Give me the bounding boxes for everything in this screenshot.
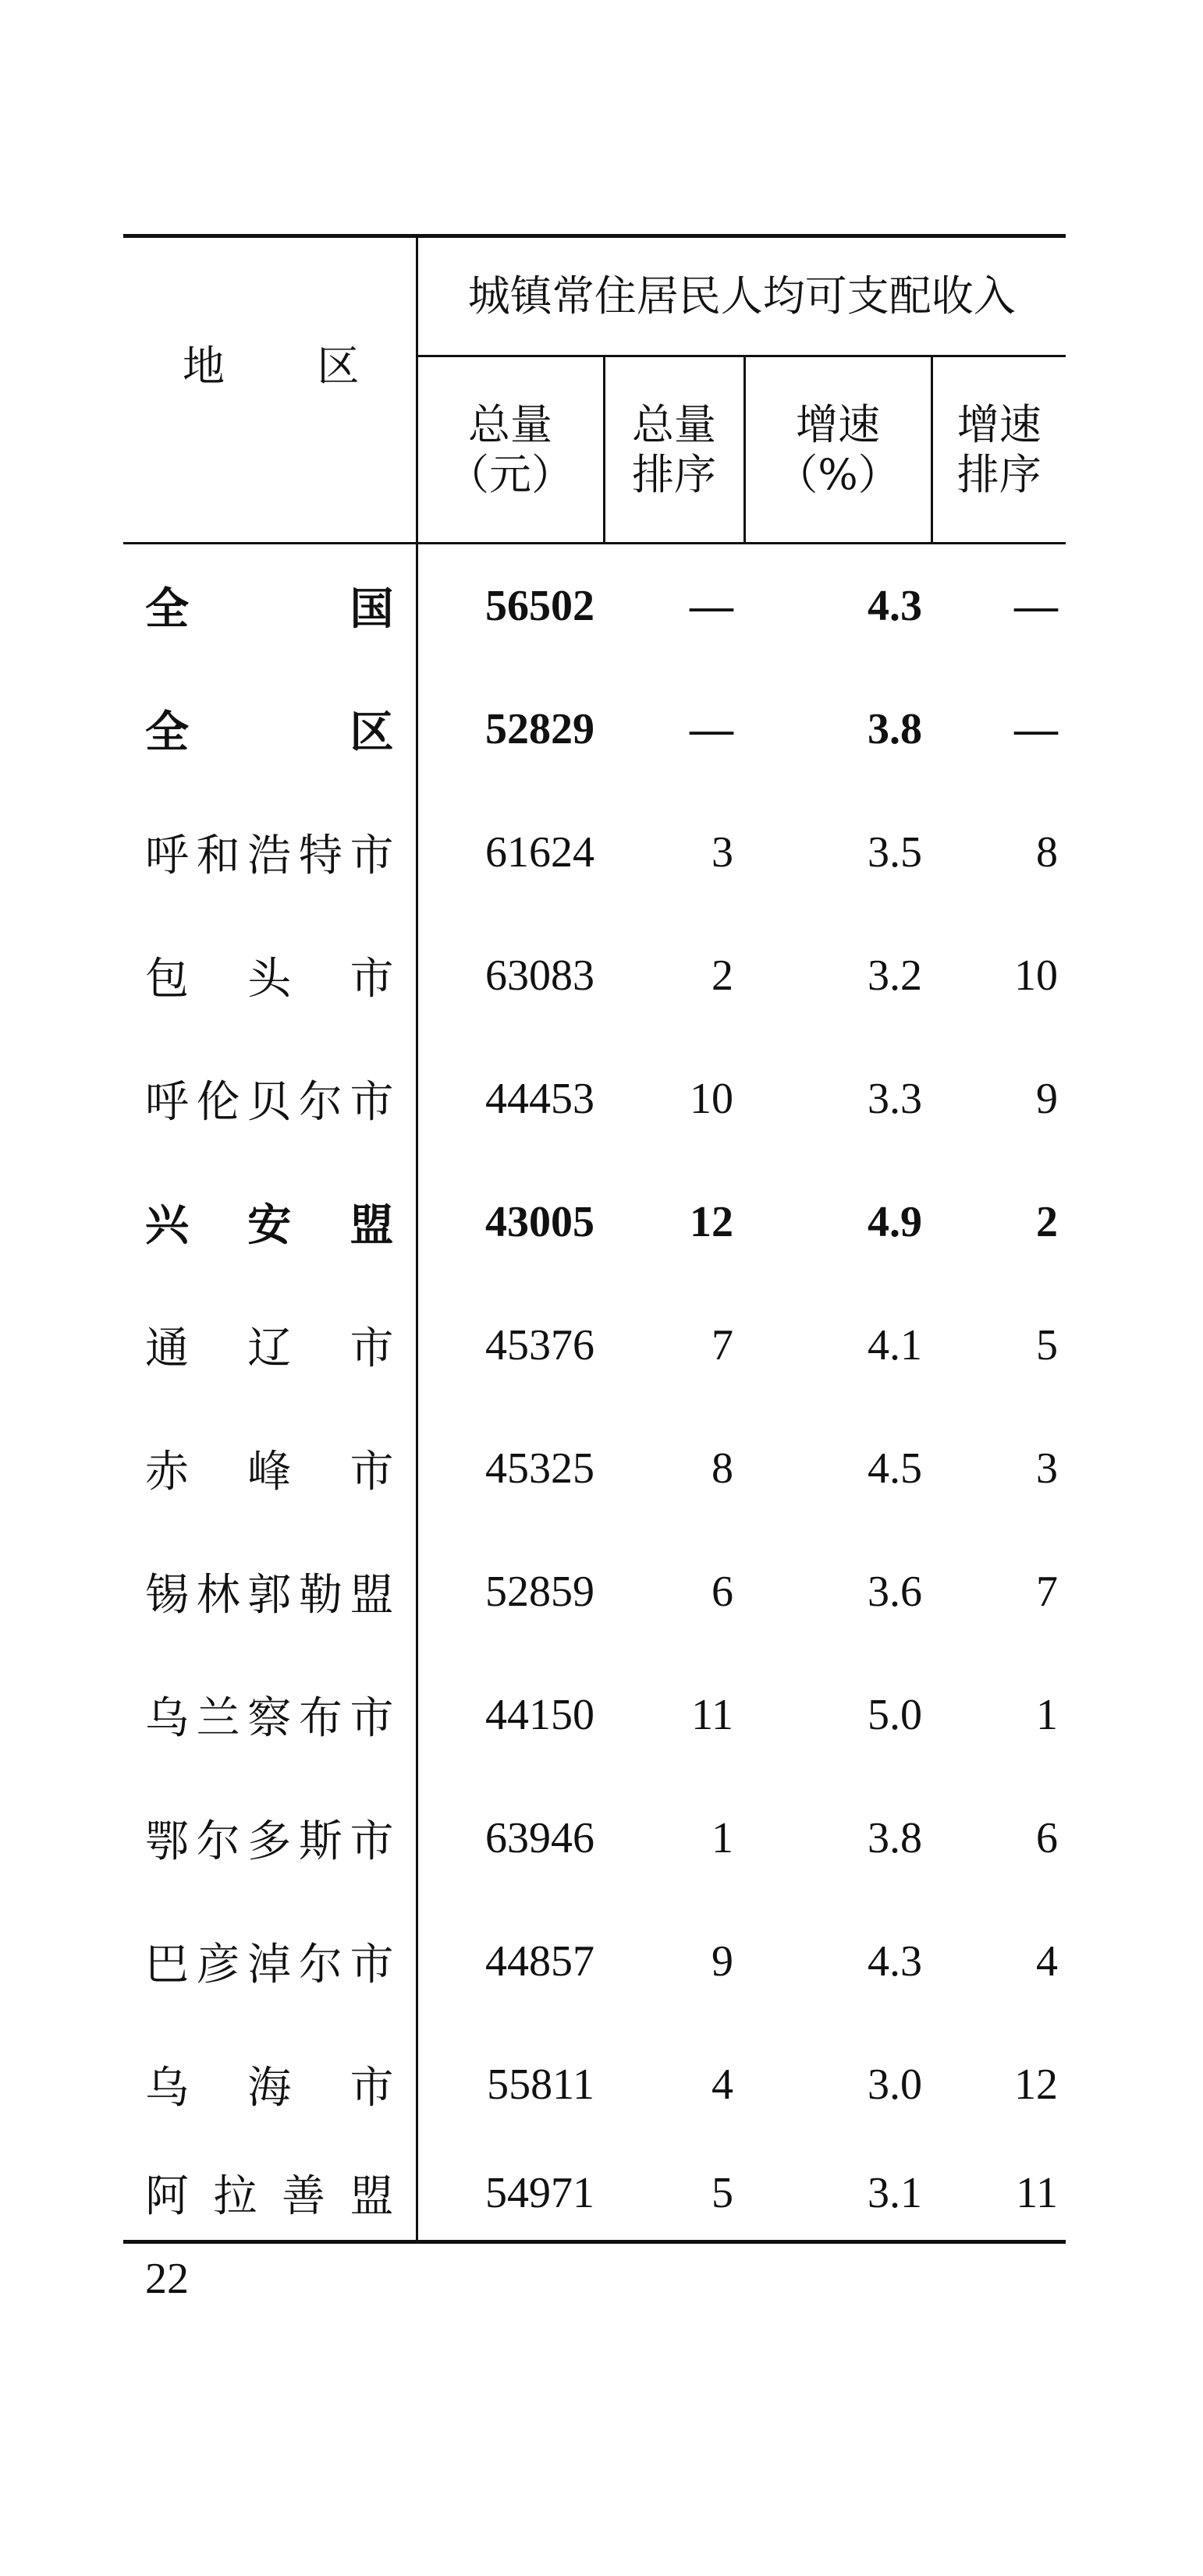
header-line: 排序 (956, 449, 1042, 499)
total-rank-cell: 2 (712, 951, 733, 1000)
region-name-char: 尔 (298, 1079, 342, 1127)
growth-cell: 3.8 (868, 1814, 922, 1862)
region-name-char: 布 (298, 1695, 342, 1743)
growth-rank-cell: 7 (1036, 1568, 1058, 1616)
total-cell: 43005 (485, 1198, 594, 1246)
region-cell (123, 2146, 417, 2242)
region-cell (123, 1900, 417, 2023)
table-body (123, 544, 1066, 2242)
region-name-char: 多 (247, 1818, 292, 1866)
region-name-char: 区 (350, 709, 394, 757)
region-name-char: 呼 (145, 832, 189, 881)
region-name-char: 乌 (145, 2064, 189, 2113)
region-name-char: 彦 (196, 1941, 240, 1990)
total-cell: 52829 (485, 705, 594, 753)
region-name-char: 乌 (145, 1695, 189, 1743)
growth-cell: 3.2 (868, 951, 922, 1000)
total-cell: 44150 (485, 1691, 594, 1739)
total-rank-cell: 11 (691, 1691, 733, 1739)
growth-cell: 3.6 (868, 1568, 922, 1616)
header-line: 增速 (956, 399, 1042, 449)
header-line: 增速 (796, 399, 880, 449)
region-name-char: 特 (298, 832, 342, 881)
table-header (123, 236, 1066, 544)
region-name-char: 市 (350, 832, 394, 881)
header-line: 总量 (632, 399, 716, 449)
total-rank-cell: 3 (712, 828, 733, 877)
region-header (123, 236, 417, 544)
growth-rank-cell: 12 (1014, 2060, 1058, 2109)
table-row (123, 2023, 1066, 2146)
total-rank-cell: 12 (690, 1198, 733, 1246)
total-cell: 44453 (485, 1075, 594, 1123)
growth-rank-cell: — (1014, 582, 1058, 630)
region-header-label (123, 342, 416, 392)
region-name-char: 市 (350, 1448, 394, 1497)
growth-rank-cell: 4 (1036, 1937, 1058, 1986)
region-name (145, 1314, 394, 1377)
table-row (123, 1284, 1066, 1407)
region-cell (123, 544, 417, 668)
region-cell (123, 1530, 417, 1653)
region-name (145, 1684, 394, 1746)
region-name-char: 兰 (196, 1695, 240, 1743)
region-name-char: 峰 (247, 1448, 292, 1497)
region-header-char: 地 (183, 342, 225, 391)
growth-rank-column-header (932, 356, 1066, 544)
total-cell: 63083 (485, 951, 594, 1000)
total-cell: 52859 (485, 1568, 594, 1616)
growth-cell: 4.5 (868, 1444, 922, 1493)
region-name-char: 郭 (247, 1571, 292, 1620)
region-name-char: 察 (247, 1695, 292, 1743)
region-cell (123, 1407, 417, 1530)
region-name-char: 浩 (247, 832, 292, 881)
region-name (145, 1561, 394, 1623)
region-name-char: 贝 (247, 1079, 292, 1127)
region-name-char: 市 (350, 955, 394, 1004)
total-rank-cell: 1 (712, 1814, 733, 1862)
region-name-char: 阿 (145, 2173, 189, 2221)
region-name-char: 盟 (350, 1202, 394, 1250)
header-line: （元） (447, 449, 573, 499)
region-name-char: 盟 (350, 2173, 394, 2221)
region-name-char: 伦 (196, 1079, 240, 1127)
region-name-char: 安 (247, 1202, 292, 1250)
region-cell (123, 914, 417, 1037)
total-cell: 61624 (485, 828, 594, 877)
region-header-char: 区 (317, 342, 360, 391)
total-cell: 44857 (485, 1937, 594, 1986)
growth-cell: 3.1 (868, 2169, 922, 2217)
table-row (123, 668, 1066, 791)
region-name-char: 市 (350, 1695, 394, 1743)
total-rank-column-header (604, 356, 744, 544)
total-rank-cell: 6 (712, 1568, 733, 1616)
growth-cell: 4.3 (868, 582, 922, 630)
region-name-char: 国 (350, 586, 394, 634)
region-name-char: 全 (145, 709, 189, 757)
table-row (123, 1407, 1066, 1530)
region-name (145, 944, 394, 1007)
growth-rank-cell: 1 (1036, 1691, 1058, 1739)
region-name-char: 包 (145, 955, 189, 1004)
region-name-char: 林 (196, 1571, 240, 1620)
growth-cell: 3.8 (868, 705, 922, 753)
region-name (145, 2053, 394, 2116)
growth-cell: 4.1 (868, 1321, 922, 1369)
total-rank-cell: 10 (690, 1075, 733, 1123)
region-name (145, 1930, 394, 1993)
region-name (145, 821, 394, 884)
region-name (145, 1807, 394, 1869)
growth-cell: 3.3 (868, 1075, 922, 1123)
region-name (145, 1068, 394, 1130)
growth-rank-cell: 10 (1014, 951, 1058, 1000)
region-name-char: 海 (247, 2064, 292, 2113)
region-cell (123, 791, 417, 914)
region-name-char: 勒 (298, 1571, 342, 1620)
table-row (123, 1530, 1066, 1653)
growth-cell: 4.9 (868, 1198, 922, 1246)
growth-rank-cell: 3 (1036, 1444, 1058, 1493)
region-name-char: 锡 (145, 1571, 189, 1620)
header-line: 排序 (632, 449, 716, 499)
header-line: 总量 (468, 399, 552, 449)
growth-cell: 3.5 (868, 828, 922, 877)
region-name-char: 盟 (350, 1571, 394, 1620)
income-super-header: 城镇常住居民人均可支配收入 (417, 236, 1066, 356)
region-name-char: 斯 (298, 1818, 342, 1866)
growth-column-header (744, 356, 932, 544)
region-name-char: 鄂 (145, 1818, 189, 1866)
region-name-char: 善 (282, 2173, 325, 2221)
total-cell: 63946 (485, 1814, 594, 1862)
region-name-char: 巴 (145, 1941, 189, 1990)
region-cell (123, 1653, 417, 1777)
total-rank-cell: — (690, 582, 733, 630)
region-cell (123, 2023, 417, 2146)
region-name-char: 市 (350, 2064, 394, 2113)
region-cell (123, 1160, 417, 1284)
total-cell: 54971 (485, 2169, 594, 2217)
total-cell: 56502 (485, 582, 594, 630)
table-row (123, 1777, 1066, 1900)
total-rank-cell: 9 (712, 1937, 733, 1986)
growth-cell: 5.0 (868, 1691, 922, 1739)
total-cell: 55811 (487, 2060, 594, 2109)
growth-rank-cell: 2 (1036, 1198, 1058, 1246)
region-cell (123, 1777, 417, 1900)
growth-rank-cell: 5 (1036, 1321, 1058, 1369)
region-name-char: 尔 (298, 1941, 342, 1990)
table-row (123, 1037, 1066, 1160)
region-name (145, 1191, 394, 1253)
region-name-char: 市 (350, 1941, 394, 1990)
region-name-char: 呼 (145, 1079, 189, 1127)
region-name-char: 尔 (196, 1818, 240, 1866)
region-name-char: 淖 (247, 1941, 292, 1990)
page-number: 22 (145, 2255, 189, 2303)
growth-rank-cell: 9 (1036, 1075, 1058, 1123)
growth-cell: 3.0 (868, 2060, 922, 2109)
region-name-char: 通 (145, 1325, 189, 1373)
total-cell: 45325 (485, 1444, 594, 1493)
region-cell (123, 1037, 417, 1160)
table-row (123, 2146, 1066, 2242)
growth-rank-cell: — (1014, 705, 1058, 753)
region-name-char: 和 (196, 832, 240, 881)
region-name-char: 拉 (213, 2173, 257, 2221)
total-rank-cell: 4 (712, 2060, 733, 2109)
region-name (145, 575, 394, 637)
region-name-char: 兴 (145, 1202, 189, 1250)
table-row (123, 1160, 1066, 1284)
region-name-char: 市 (350, 1818, 394, 1866)
region-name-char: 全 (145, 586, 189, 634)
table-row (123, 544, 1066, 668)
table-row (123, 914, 1066, 1037)
total-rank-cell: 5 (712, 2169, 733, 2217)
region-name (145, 1437, 394, 1500)
growth-rank-cell: 8 (1036, 828, 1058, 877)
region-name (145, 2162, 394, 2224)
region-name-char: 辽 (247, 1325, 292, 1373)
table-row (123, 1900, 1066, 2023)
table-row (123, 1653, 1066, 1777)
header-row-top (123, 236, 1066, 356)
growth-rank-cell: 11 (1016, 2169, 1058, 2217)
total-rank-cell: 7 (712, 1321, 733, 1369)
income-table (123, 234, 1066, 2244)
region-name (145, 698, 394, 760)
region-name-char: 市 (350, 1325, 394, 1373)
region-cell (123, 1284, 417, 1407)
total-column-header (417, 356, 604, 544)
table-row (123, 791, 1066, 914)
header-line: （%） (775, 449, 900, 499)
region-name-char: 市 (350, 1079, 394, 1127)
region-cell (123, 668, 417, 791)
region-name-char: 赤 (145, 1448, 189, 1497)
region-name-char: 头 (247, 955, 292, 1004)
total-cell: 45376 (485, 1321, 594, 1369)
growth-cell: 4.3 (868, 1937, 922, 1986)
total-rank-cell: 8 (712, 1444, 733, 1493)
total-rank-cell: — (690, 705, 733, 753)
growth-rank-cell: 6 (1036, 1814, 1058, 1862)
